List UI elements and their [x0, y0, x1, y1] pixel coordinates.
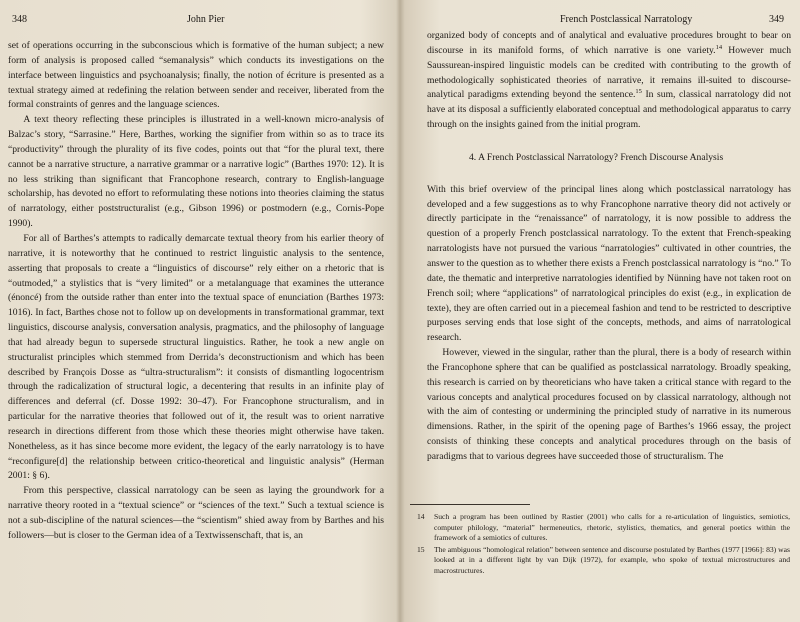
page-number-left: 348 — [12, 14, 27, 25]
page-number-right: 349 — [769, 14, 784, 25]
footnote-number: 14 — [417, 512, 425, 521]
paragraph: However, viewed in the singular, rather than the plural, there is a body of research within the Francophone sphere that can be qualified as postclassical narratology. Broadly speaking, this research is carried on by theoreticians who have taken a critical stance with regard to the various concepts and analytical procedures focused on by classical narratology, although not with the aim of contesting or undermining the principled study of narrative in its numerous dimensions. Rather, in the spirit of the opening page of Barthes’s 1966 essay, the project consists of thinking these concepts and analytical procedures through on the basis of paradigms that to various degrees have succeeded those of structuralism. The — [427, 347, 791, 462]
paragraph: A text theory reflecting these principles is illustrated in a well-known micro-analysis of Balzac’s story, “Sarrasine.” Here, Barthes, working the signifier from within so as to trace its “productivity” through the plurality of its five codes, points out that “for the plural text, there cannot be a narrative structure, a narrative grammar or a narrative logic” (Barthes 1970: 12). It is no less striking than significant that Francophone research, contrary to English-language scholarship, has devoted no effort to reformulating these notions into theories claiming the status of narratology, either poststructuralist (e.g., Gibson 1996) or postmodern (e.g., Cornis-Pope 1990). — [8, 114, 384, 230]
paragraph: From this perspective, classical narratology can be seen as laying the groundwork for a narrative theory rooted in a “textual science” or “sciences of the text.” Such a textual science is not a sub-discipline of the natural sciences—the “scientism” shied away from by Barthes and his followers—but is closer to the German idea of a Textwissenschaft, that is, an — [8, 485, 384, 541]
paragraph-text: organized body of concepts and of analytical and evaluative procedures brought to bear on discourse in its manifold forms, of which narrative is one variety. — [427, 30, 791, 56]
paragraph-text: However much Saussurean-inspired linguistic models can be credited with contributing to the growth of methodologically sophisticated theories of narrative, it remains ill-suited to discourse-analytical paradigms extending beyond the sentence. — [427, 44, 791, 101]
paragraph-text: In sum, classical narratology did not have at its disposal a sufficiently elaborated conceptual and methodological apparatus to carry through on the insights gained from the initial program. — [427, 89, 791, 131]
right-page-body — [427, 29, 791, 465]
footnote-text: Such a program has been outlined by Rastier (2001) who calls for a re-articulation of linguistics, semiotics, computer philology, “material” hermeneutics, rhetoric, stylistics, thematics, and general poetics within the framework of a semiotics of cultures. — [434, 512, 790, 543]
paragraph: With this brief overview of the principal lines along which postclassical narratology has developed and a few suggestions as to why Francophone narrative theory did not actively or directly participate in the “renaissance” of narratology, it is now possible to address the question of a properly French postclassical narratology. To the extent that French-speaking narratologists have not pursued the various “narratologies” cultivated in other countries, the answer to the question as to whether there exists a French postclassical narratology is “no.” To date, the thematic and interpretive narratologies identified by Nünning have not taken root on French soil; where “applications” of narratological principles do exist (e.g., in explication de texte), they are often carried out in a piecemeal fashion and tend to be restricted to descriptive purposes serving ends that lose sight of the concepts, methods, and aims of narratological research. — [427, 183, 791, 344]
footnote — [417, 512, 790, 544]
footnote-rule — [410, 504, 530, 505]
section-heading: 4. A French Postclassical Narratology? French Discourse Analysis — [469, 151, 724, 163]
footnote-text: The ambiguous “homological relation” between sentence and discourse postulated by Barthes (1977 [1966]: 83) was looked at in a different light by van Dijk (1972), for example, who spoke of textual microstructures and macrostructures. — [434, 544, 790, 575]
footnote-ref-14: 14 — [715, 43, 723, 51]
footnote-ref-15: 15 — [635, 88, 642, 96]
running-head-right: French Postclassical Narratology — [560, 14, 693, 25]
running-head-left: John Pier — [187, 14, 225, 25]
footnotes — [417, 512, 790, 578]
left-page-body — [8, 39, 384, 544]
paragraph: For all of Barthes’s attempts to radically demarcate textual theory from his earlier theory of narrative, it is noteworthy that he continued to restrict linguistic analysis to the sentence, asserting that proposals to create a “linguistics of discourse” rely either on a rhetoric that is “outmoded,” a stylistics that is “very limited” or a metalanguage that examines the utterance (énoncé) from the outside rather than enter into the textual space of enunciation (Barthes 1973: 1016). In fact, Barthes chose not to follow up on developments in transformational grammar, text linguistics, discourse analysis, conversation analysis, pragmatics, and the philosophy of language that had already begun to supersede structural linguistics. Rather, he took a new angle on structuralist principles which stemmed from Derrida’s deconstructionism and which has been described by François Dosse as “ultra-structuralism”: it consists of dismantling logocentrism through the radicalization of structural logic, a decentering that results in an infinite play of differences and deferral (cf. Dosse 1992: 30–47). For Francophone structuralism, and in particular for the narrative theories that followed out of it, the result was to orient narrative research in directions different from those which these theories might otherwise have taken. Nonetheless, as it has since become more evident, the legacy of the early narratology is to have “reconfigure[d] the relationship between critico-theoretical and linguistic analysis” (Herman 2001: § 6). — [8, 232, 384, 482]
paragraph: set of operations occurring in the subconscious which is formative of the human subject; a new form of analysis is proposed called “semanalysis” which conducts its investigations on the interface between linguistics and psychoanalysis; finally, the notion of écriture is presented as a textual strategy aimed at redefining the relation between sender and receiver, liberated from the formal constraints of genres and the language sciences. — [8, 40, 384, 111]
paragraph — [427, 29, 791, 133]
footnote — [417, 545, 790, 577]
footnote-number: 15 — [417, 544, 425, 554]
